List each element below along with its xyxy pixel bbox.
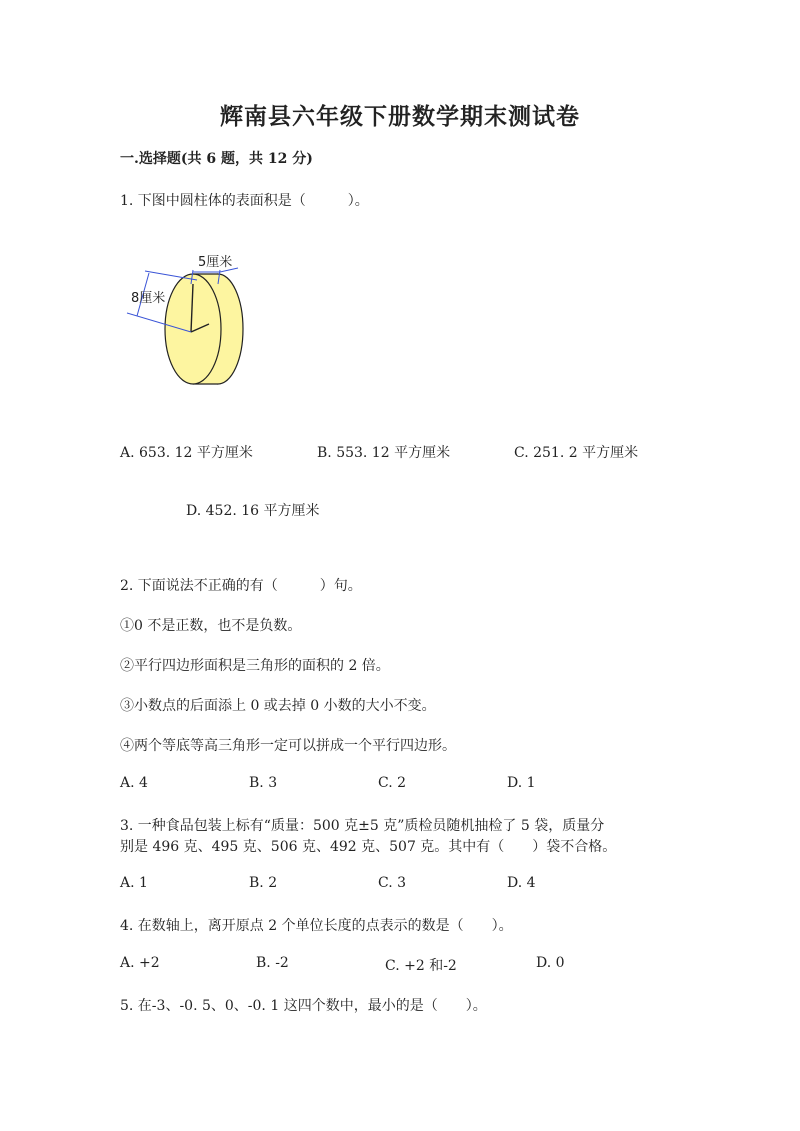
question-3-option-a[interactable]: A. 1: [120, 875, 148, 891]
question-4-stem: 4. 在数轴上，离开原点 2 个单位长度的点表示的数是（ ）。: [120, 918, 513, 934]
question-2-statement-2: ②平行四边形面积是三角形的面积的 2 倍。: [120, 658, 390, 674]
cylinder-figure: [125, 250, 255, 404]
cylinder-diagram: [125, 250, 255, 400]
question-1-stem: 1. 下图中圆柱体的表面积是（ ）。: [120, 193, 369, 209]
question-4-option-d[interactable]: D. 0: [536, 955, 565, 971]
question-2-statement-3: ③小数点的后面添上 0 或去掉 0 小数的大小不变。: [120, 698, 436, 714]
diameter-label: 8厘米: [131, 291, 166, 306]
question-2-stem: 2. 下面说法不正确的有（ ）句。: [120, 578, 362, 594]
question-2-option-a[interactable]: A. 4: [120, 775, 148, 791]
question-2-statement-4: ④两个等底等高三角形一定可以拼成一个平行四边形。: [120, 738, 456, 754]
page-title: 辉南县六年级下册数学期末测试卷: [220, 103, 580, 130]
question-2-option-d[interactable]: D. 1: [507, 775, 536, 791]
question-3-option-c[interactable]: C. 3: [378, 875, 407, 891]
question-1-option-b[interactable]: B. 553. 12 平方厘米: [317, 445, 451, 461]
question-3-option-d[interactable]: D. 4: [507, 875, 536, 891]
question-1-option-c[interactable]: C. 251. 2 平方厘米: [514, 445, 639, 461]
question-1-option-a[interactable]: A. 653. 12 平方厘米: [120, 445, 253, 461]
question-4-option-b[interactable]: B. -2: [256, 955, 289, 971]
question-3-stem-line-2: 别是 496 克、495 克、506 克、492 克、507 克。其中有（ ）袋不合格。: [120, 839, 617, 855]
question-2-statement-1: ①0 不是正数，也不是负数。: [120, 618, 302, 634]
question-2-option-b[interactable]: B. 3: [249, 775, 278, 791]
question-2-option-c[interactable]: C. 2: [378, 775, 407, 791]
question-4-option-c[interactable]: C. +2 和-2: [385, 958, 457, 974]
question-5-stem: 5. 在-3、-0. 5、0、-0. 1 这四个数中，最小的是（ ）。: [120, 998, 487, 1014]
question-1-option-d[interactable]: D. 452. 16 平方厘米: [186, 503, 320, 519]
question-4-option-a[interactable]: A. +2: [120, 955, 160, 971]
width-label: 5厘米: [198, 255, 233, 270]
question-3-stem-line-1: 3. 一种食品包装上标有“质量：500 克±5 克”质检员随机抽检了 5 袋，质量分: [120, 818, 605, 834]
section-heading: 一.选择题(共 6 题，共 12 分): [120, 151, 313, 167]
question-3-option-b[interactable]: B. 2: [249, 875, 278, 891]
